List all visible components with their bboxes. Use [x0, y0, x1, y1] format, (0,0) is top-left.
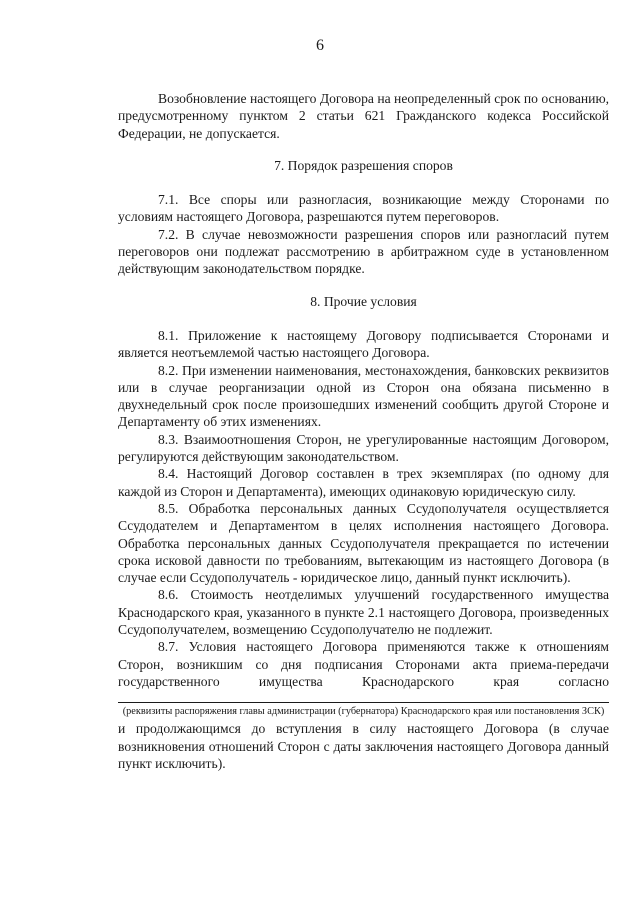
clause-7-2: 7.2. В случае невозможности разрешения споров или разногласий путем переговоров они подлежат рассмотрению в арбитражном суде в установленном действующим законодательством порядке.	[118, 226, 609, 277]
fill-in-line	[118, 702, 609, 703]
page-number: 6	[316, 37, 324, 54]
clause-7-1: 7.1. Все споры или разногласия, возникающие между Сторонами по условиям настоящего Договора, разрешаются путем переговоров.	[118, 192, 609, 225]
clause-8-7-part2: и продолжающимся до вступления в силу настоящего Договора (в случае возникновения отношений Сторон с даты заключения настоящего Договора данный пункт исключить).	[118, 721, 609, 771]
paragraph-renewal: Возобновление настоящего Договора на неопределенный срок по основанию, предусмотренному пунктом 2 статьи 621 Гражданского кодекса Российской Федерации, не допускается.	[118, 91, 609, 141]
section-8-heading: 8. Прочие условия	[310, 293, 417, 309]
clause-8-3: 8.3. Взаимоотношения Сторон, не урегулированные настоящим Договором, регулируются действующим законодательством.	[118, 431, 609, 465]
clause-8-6: 8.6. Стоимость неотделимых улучшений государственного имущества Краснодарского края, указанного в пункте 2.1 настоящего Договора, произведенных Ссудополучателем, возмещению Ссудополучателю не подлежит.	[118, 587, 609, 638]
clause-8-5: 8.5. Обработка персональных данных Ссудополучателя осуществляется Ссудодателем и Департаментом в целях исполнения настоящего Договора. Обработка персональных данных Ссудополучателя прекращается по истечении срока исковой давности по требованиям, вытекающим из настоящего Договора (в случае если Ссудополучатель - юридическое лицо, данный пункт исключить).	[118, 500, 609, 586]
clause-8-2: 8.2. При изменении наименования, местонахождения, банковских реквизитов или в случае реорганизации одной из Сторон она обязана письменно в двухнедельный срок после произошедших изменений сообщить другой Стороне и Департаменту об этих изменениях.	[118, 362, 609, 430]
document-body	[118, 90, 609, 772]
clause-8-1: 8.1. Приложение к настоящему Договору подписывается Сторонами и является неотъемлемой частью настоящего Договора.	[118, 327, 609, 361]
clause-8-7-part1: 8.7. Условия настоящего Договора применяются также к отношениям Сторон, возникшим со дня подписания Сторонами акта приема-передачи государственного имущества Краснодарского края согласно	[118, 639, 609, 689]
section-7-heading: 7. Порядок разрешения споров	[274, 157, 453, 173]
clause-8-4: 8.4. Настоящий Договор составлен в трех экземплярах (по одному для каждой из Сторон и Департамента), имеющих одинаковую юридическую силу.	[118, 466, 609, 499]
fill-in-footnote: (реквизиты распоряжения главы администрации (губернатора) Краснодарского края или постановления ЗСК)	[122, 706, 605, 718]
